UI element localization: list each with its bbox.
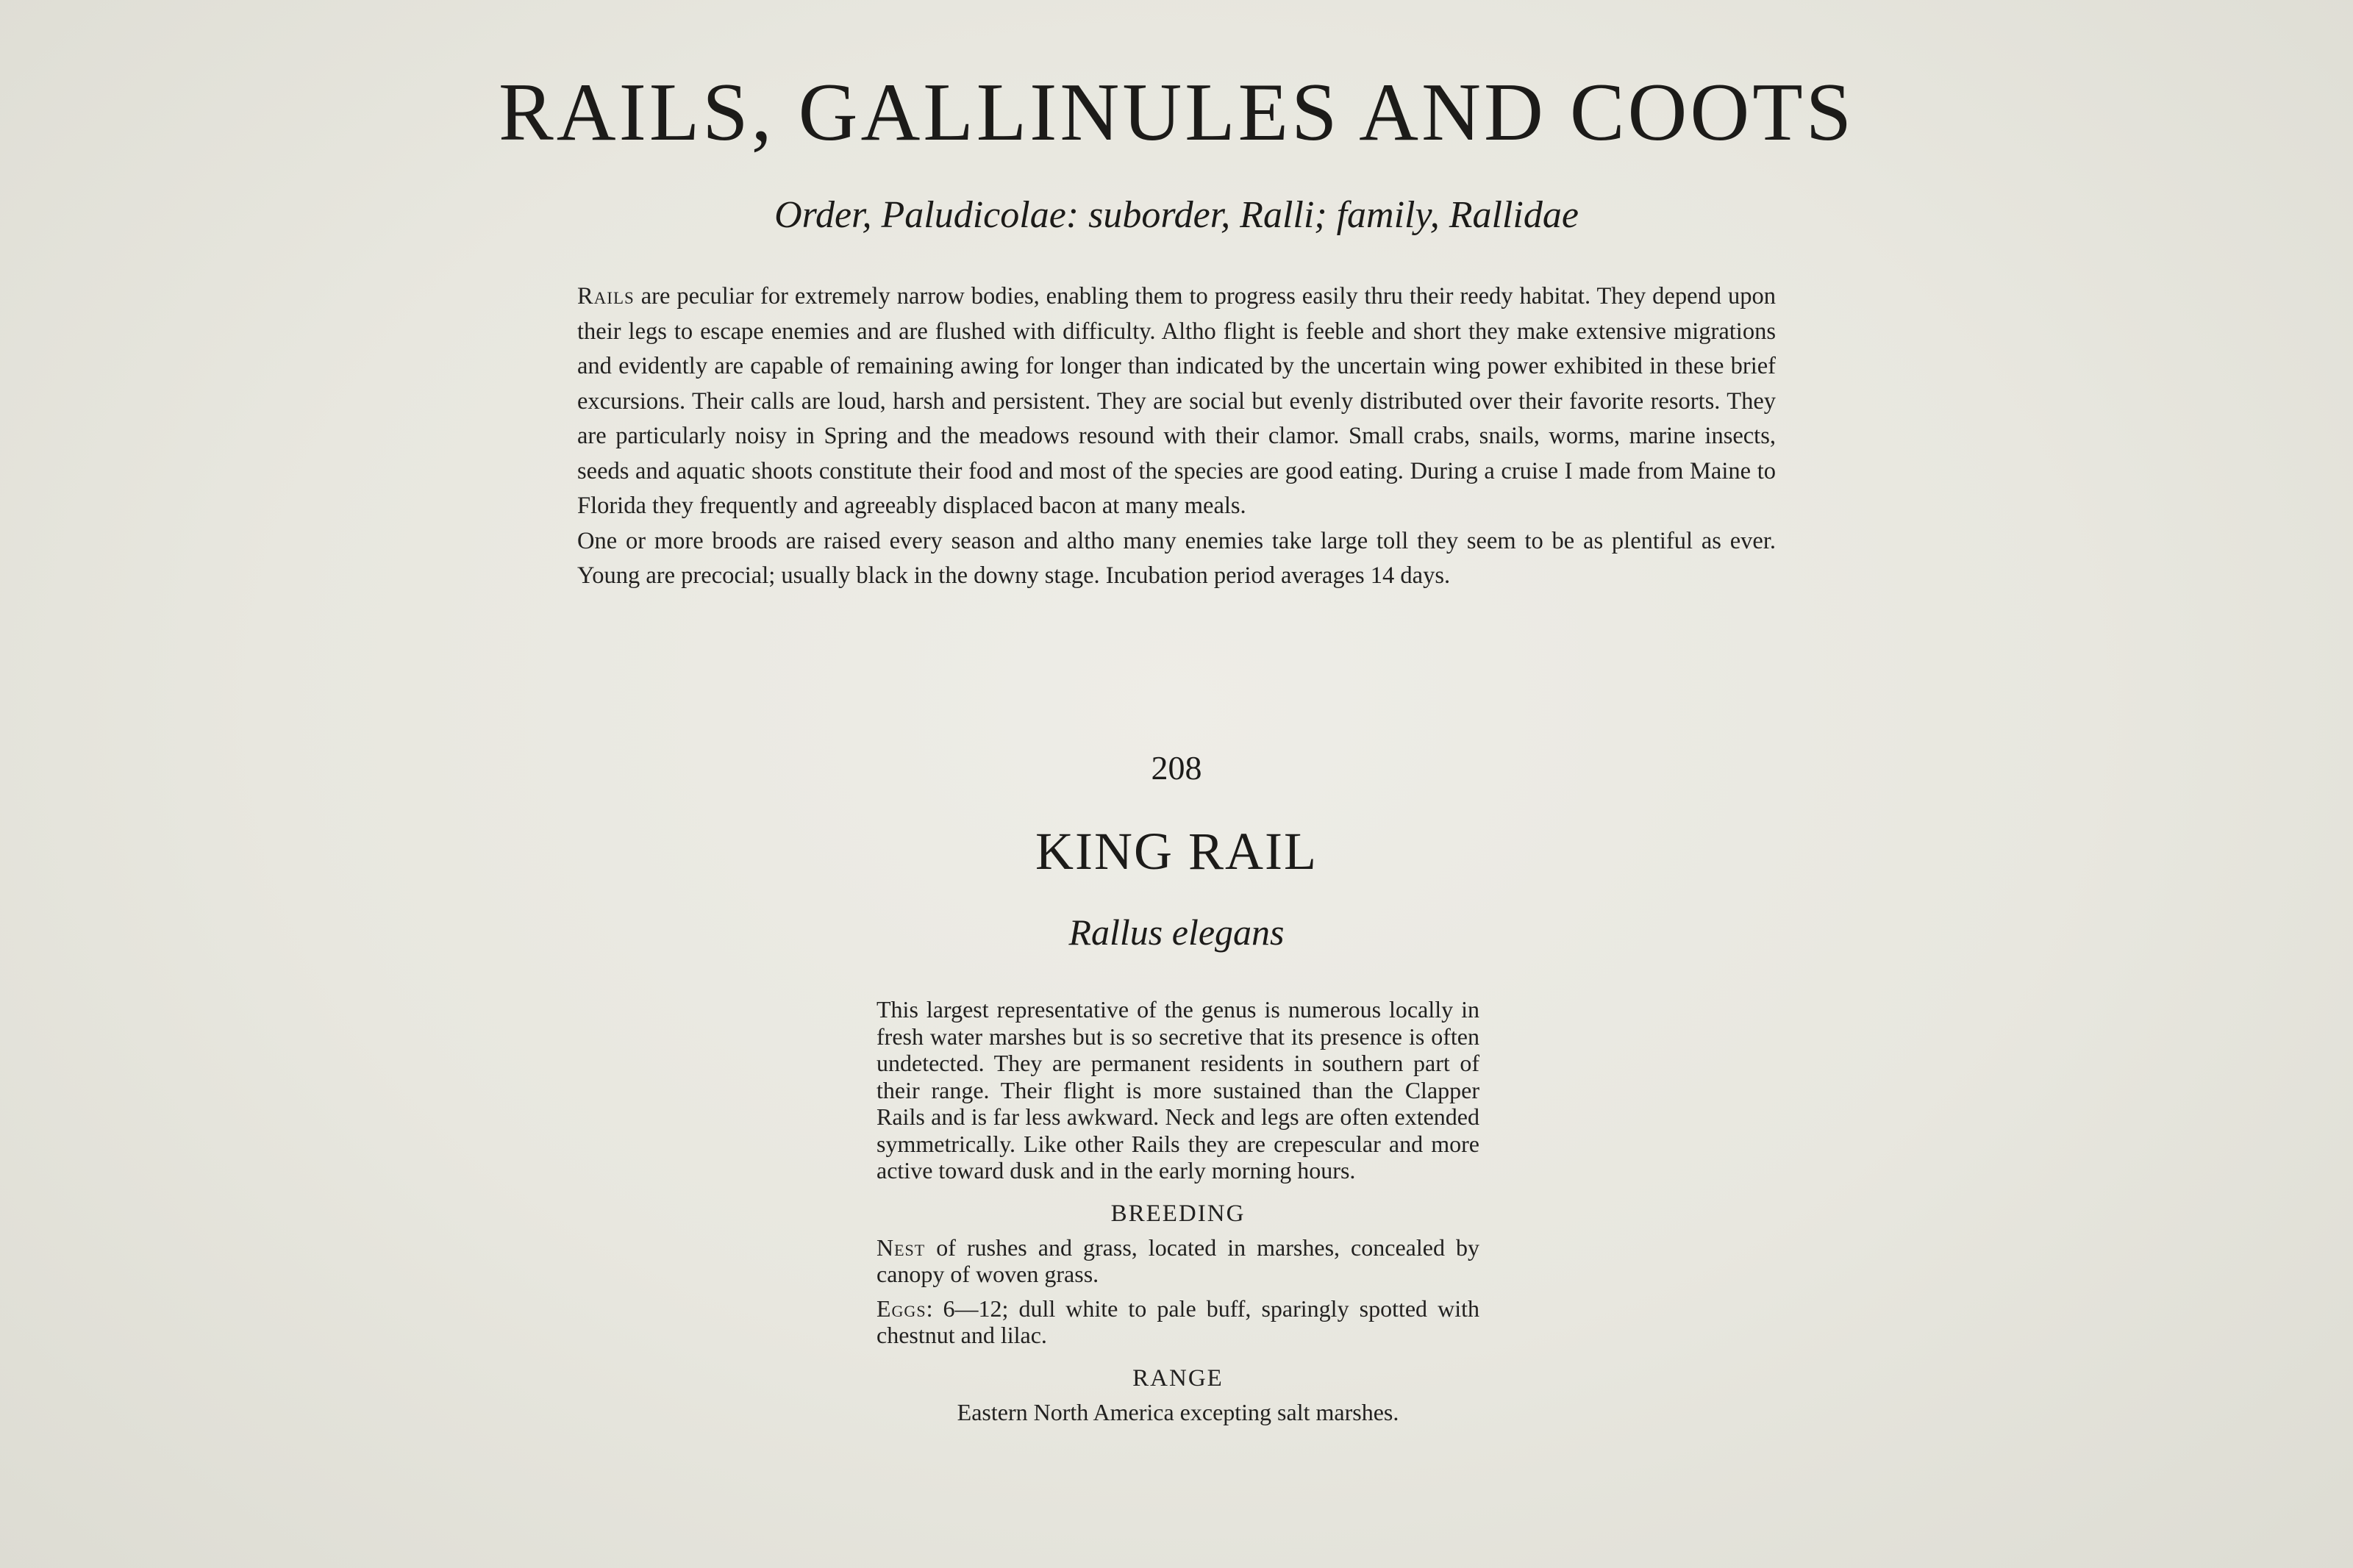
breeding-heading: BREEDING — [1110, 1200, 1246, 1227]
intro-body: are peculiar for extremely narrow bodies, enabling them to progress easily thru their reedy habitat. They depend upon their legs to escape enemies and are flushed with difficulty. Altho flight is feeble and short they make extensive migrations and evidently are capable of remaining awing for longer than indicated by the uncertain wing power exhibited in these brief excursions. Their calls are loud, harsh and persistent. They are social but evenly distributed over their favorite resorts. They are particularly noisy in Spring and the meadows resound with their clamor. Small crabs, snails, worms, marine insects, seeds and aquatic shoots constitute their food and most of the species are good eating. During a cruise I made from Maine to Florida they frequently and agreeably displaced bacon at many meals. — [577, 283, 1776, 519]
page-title: RAILS, GALLINULES AND COOTS — [499, 67, 1854, 158]
species-number: 208 — [1151, 749, 1202, 787]
eggs-label: Eggs — [876, 1295, 926, 1322]
nest-entry — [876, 1234, 1479, 1288]
species-description: This largest representative of the genus is numerous locally in fresh water marshes but is so secretive that its presence is often undetected. They are permanent residents in southern part of their range. Their flight is more sustained than the Clapper Rails and is far less awkward. Neck and legs are often extended symmetrically. Like other Rails they are crepescular and more active toward dusk and in the early morning hours. — [876, 996, 1479, 1184]
taxonomy-subtitle: Order, Paludicolae: suborder, Ralli; family, Rallidae — [774, 194, 1579, 236]
species-common-name: KING RAIL — [1035, 822, 1318, 881]
eggs-text: : 6—12; dull white to pale buff, sparingly spotted with chestnut and lilac. — [876, 1295, 1479, 1348]
nest-text: of rushes and grass, located in marshes, concealed by canopy of woven grass. — [876, 1234, 1479, 1287]
nest-label: Nest — [876, 1234, 926, 1261]
intro-lead-word: Rails — [577, 283, 635, 309]
range-heading: RANGE — [1132, 1364, 1224, 1392]
species-account — [876, 996, 1479, 1425]
intro-paragraph — [577, 279, 1776, 594]
intro-text-1 — [577, 279, 1776, 524]
eggs-entry — [876, 1295, 1479, 1349]
intro-text-2: One or more broods are raised every season and altho many enemies take large toll they seem to be as plentiful as ever. Young are precocial; usually black in the downy stage. Incubation period averages 14 days. — [577, 527, 1776, 589]
species-latin-name: Rallus elegans — [1068, 912, 1285, 953]
range-text: Eastern North America excepting salt marshes. — [957, 1398, 1399, 1425]
